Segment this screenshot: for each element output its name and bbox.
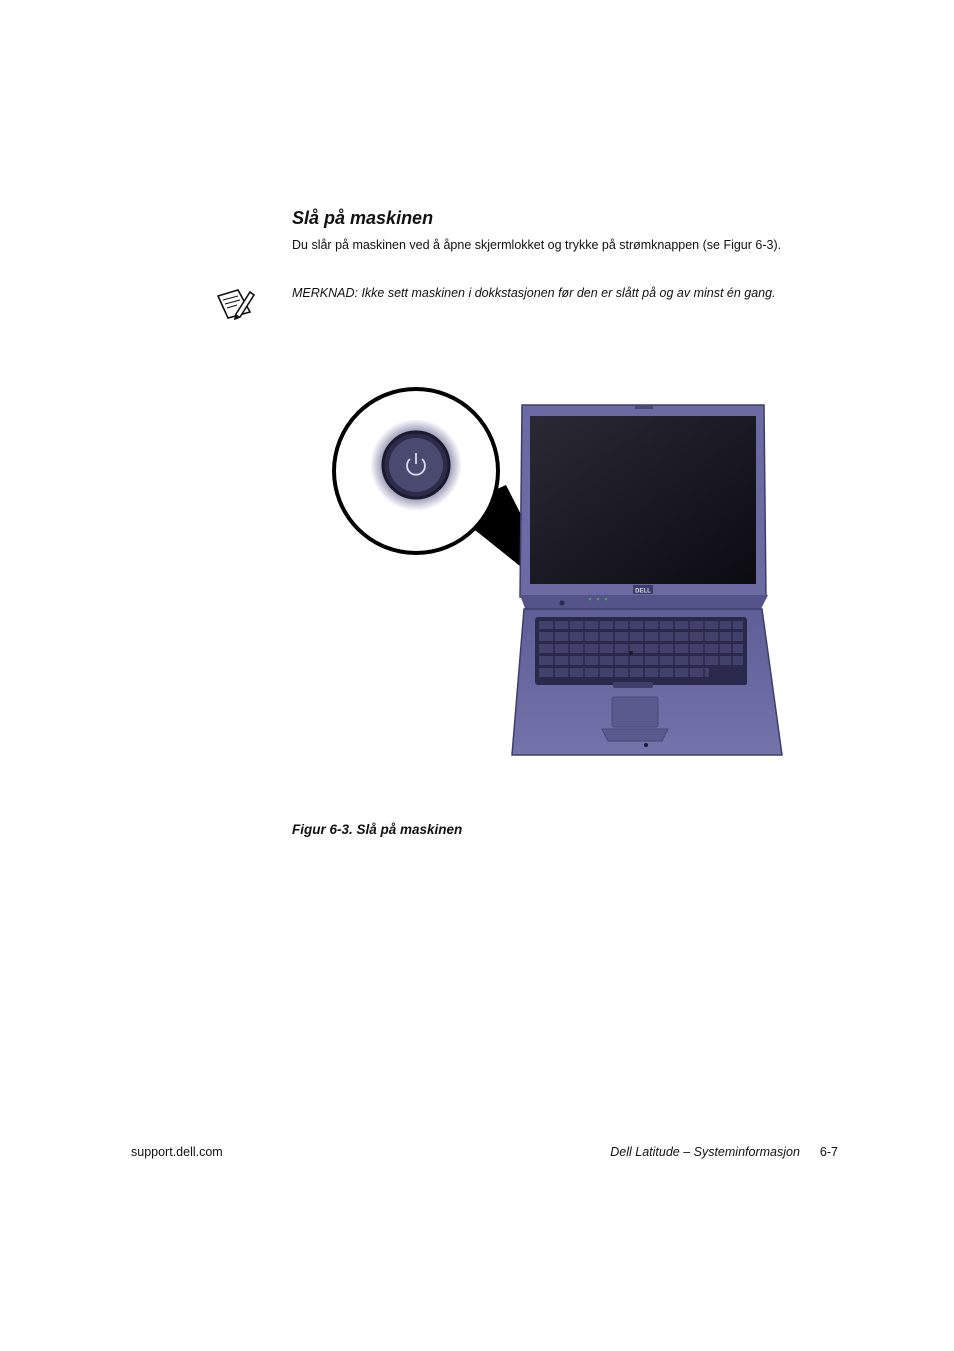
note-text: MERKNAD: Ikke sett maskinen i dokkstasjonen før den er slått på og av minst én gang. [292, 286, 776, 300]
laptop-figure [330, 385, 790, 770]
footer-title [610, 1145, 838, 1159]
laptop-brand-text: DELL [635, 588, 651, 595]
footer-doc-title: Dell Latitude – Systeminformasjon [610, 1145, 800, 1159]
note-pencil-icon [214, 286, 256, 322]
section-heading: Slå på maskinen [292, 208, 434, 228]
footer-url: support.dell.com [131, 1145, 223, 1159]
figure-caption: Figur 6-3. Slå på maskinen [292, 822, 463, 837]
section-body-text: Du slår på maskinen ved å åpne skjermlokket og trykke på strømknappen (se Figur 6-3). [292, 238, 782, 252]
page-number: 6-7 [819, 1145, 838, 1159]
